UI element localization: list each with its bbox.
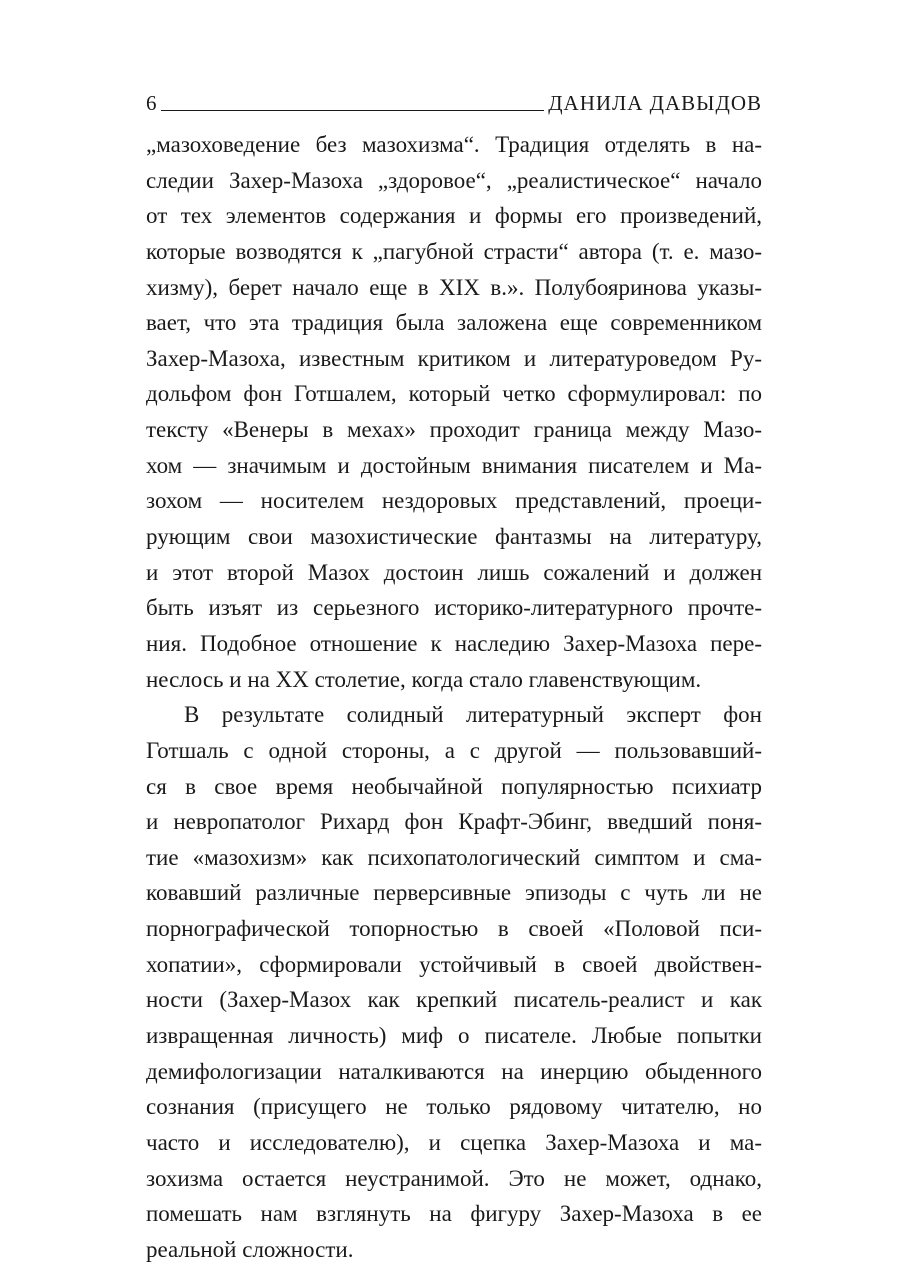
- page-number: 6: [146, 91, 157, 115]
- text-line: и невропатолог Рихард фон Крафт-Эбинг, введший поня-: [146, 809, 762, 835]
- paragraph-2: [146, 697, 762, 1267]
- text-line: реальной сложности.: [146, 1236, 354, 1262]
- text-line: сознания (присущего не только рядовому читателю, но: [146, 1094, 762, 1120]
- text-line: Готшаль с одной стороны, а с другой — пользовавший-: [146, 737, 762, 763]
- text-line: зохизма остается неустранимой. Это не может, однако,: [146, 1165, 762, 1191]
- text-line: дольфом фон Готшалем, который четко сформулировал: по: [146, 381, 762, 407]
- text-line: „мазоховедение без мазохизма“. Традиция отделять в на-: [146, 132, 762, 157]
- text-line: зохом — носителем нездоровых представлений, проеци-: [146, 488, 762, 514]
- text-line: которые возводятся к „пагубной страсти“ автора (т. е. мазо-: [146, 238, 762, 264]
- text-line: хом — значимым и достойным внимания писателем и Ма-: [146, 452, 762, 478]
- text-line: ния. Подобное отношение к наследию Захер-Мазоха пере-: [146, 630, 762, 656]
- text-line: извращенная личность) миф о писателе. Любые попытки: [146, 1023, 762, 1049]
- text-line: быть изъят из серьезного историко-литературного прочте-: [146, 595, 762, 621]
- text-line: неслось и на XX столетие, когда стало главенствующим.: [146, 666, 702, 692]
- text-line: Захер-Мазоха, известным критиком и литературоведом Ру-: [146, 345, 762, 371]
- body-text: [146, 127, 762, 1268]
- text-line: вает, что эта традиция была заложена еще современником: [146, 310, 762, 336]
- text-line: следии Захер-Мазоха „здоровое“, „реалистическое“ начало: [146, 167, 762, 193]
- paragraph-1: [146, 127, 762, 697]
- text-line: ности (Захер-Мазох как крепкий писатель-реалист и как: [146, 987, 762, 1013]
- text-line: тие «мазохизм» как психопатологический симптом и сма-: [146, 844, 762, 870]
- text-line: В результате солидный литературный эксперт фон: [184, 702, 762, 728]
- text-line: часто и исследователю), и сцепка Захер-Мазоха и ма-: [146, 1129, 762, 1155]
- text-line: демифологизации наталкиваются на инерцию обыденного: [146, 1058, 762, 1084]
- text-line: ся в свое время необычайной популярностью психиатр: [146, 773, 762, 799]
- header-rule: [161, 110, 545, 111]
- text-line: хизму), берет начало еще в XIX в.». Полубояринова указы-: [146, 274, 762, 300]
- running-header: [146, 86, 762, 114]
- text-line: порнографической топорностью в своей «Половой пси-: [146, 916, 762, 942]
- text-line: и этот второй Мазох достоин лишь сожалений и должен: [146, 559, 762, 585]
- text-line: помешать нам взглянуть на фигуру Захер-Мазоха в ее: [146, 1201, 762, 1227]
- running-head-author: ДАНИЛА ДАВЫДОВ: [548, 91, 762, 115]
- text-line: ковавший различные перверсивные эпизоды с чуть ли не: [146, 880, 762, 906]
- text-line: рующим свои мазохистические фантазмы на литературу,: [146, 524, 762, 550]
- text-line: тексту «Венеры в мехах» проходит граница между Мазо-: [146, 417, 762, 443]
- text-line: от тех элементов содержания и формы его произведений,: [146, 203, 762, 229]
- text-line: хопатии», сформировали устойчивый в своей двойствен-: [146, 951, 762, 977]
